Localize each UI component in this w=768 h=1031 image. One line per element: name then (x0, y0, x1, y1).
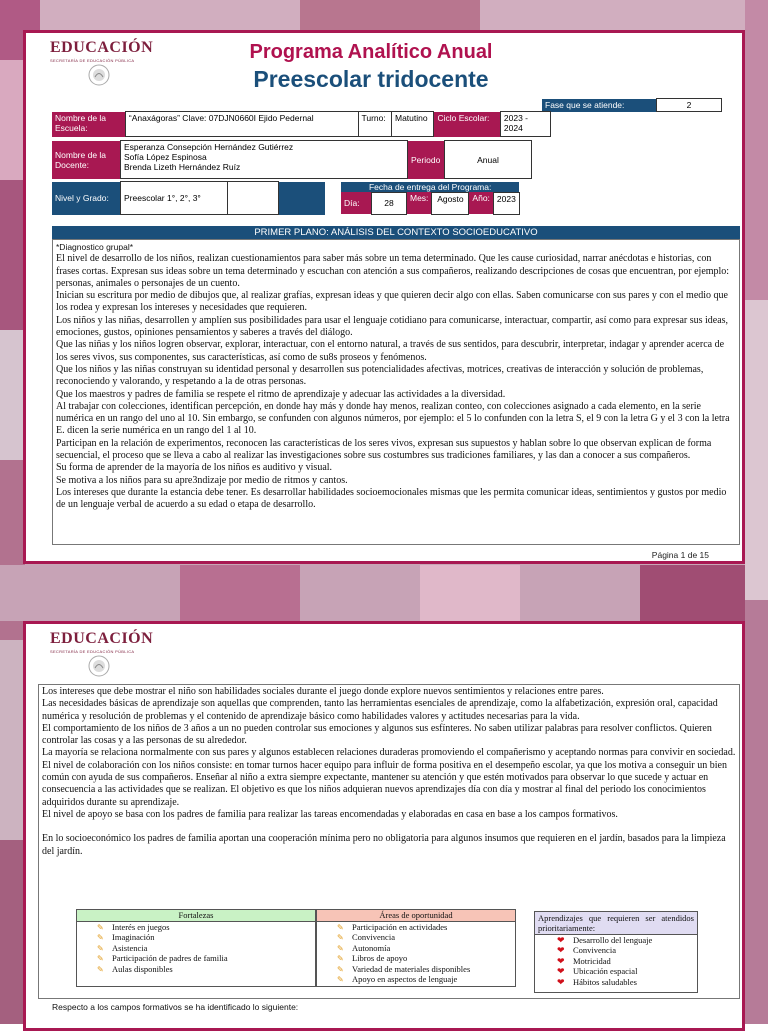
section-title-bar: PRIMER PLANO: ANÁLISIS DEL CONTEXTO SOCIOEDUCATIVO (52, 226, 740, 239)
school-empty-cell (551, 112, 740, 137)
paragraph: Inician su escritura por medio de dibujos que, al realizar grafías, expresan ideas y que quieren decir algo con ellas. Saben comunicarse con sus pares y con el medio que los rodea y expresan los intereses y necesidades que requieren. (56, 290, 728, 314)
logo-subtitle-2: SECRETARÍA DE EDUCACIÓN PÚBLICA (50, 649, 135, 654)
paragraph: Se motiva a los niños para su apre3ndizaje por medio de ritmos y cantos. (56, 474, 348, 486)
turno-label: Turno: (358, 112, 392, 137)
school-info-table (52, 111, 740, 137)
aprendizajes-box (534, 911, 698, 993)
paragraph: El comportamiento de los niños de 3 años a un no pueden controlar sus emociones y algunos sus esfínteres. No saben utilizar palabras para resolver conflictos. Quieren controlar las cosas y a las personas de su alrededor. (42, 722, 712, 747)
pencil-icon: ✎ (337, 943, 344, 953)
paragraph: Que los maestros y padres de familia se respete el ritmo de aprendizaje y adecuar las actividades a la diversidad. (56, 388, 506, 400)
aprendizajes-title: Aprendizajes que requieren ser atendidos prioritariamente: (535, 912, 697, 935)
list-item (337, 964, 515, 974)
nivel-spacer (325, 182, 341, 215)
heart-icon: ❤ (557, 945, 565, 956)
paragraph: Que los niños y las niñas construyan su identidad personal y desarrollen sus potencialidades afectivas, motrices, creativas de interacción y solución de problemas, reconociendo y valorando, y respetando a la de otras personas. (56, 363, 704, 388)
paragraph: La mayoría se relaciona normalmente con sus pares y algunos establecen relaciones duraderas promoviendo el compañerismo y aceptando normas para convivir en sociedad. (42, 747, 736, 759)
fecha-cell (341, 182, 520, 215)
nivel-blue-cell (279, 182, 326, 215)
list-item-label: Participación de padres de familia (112, 953, 228, 964)
program-title: Programa Analítico Anual (249, 41, 493, 63)
list-item (557, 956, 697, 966)
document-page-2 (23, 621, 745, 1031)
document-page-1 (23, 30, 745, 564)
list-item (337, 953, 515, 963)
nivel-label: Nivel y Grado: (52, 182, 121, 215)
list-item-label: Asistencia (112, 942, 148, 953)
pencil-icon: ✎ (97, 923, 104, 932)
heart-icon: ❤ (557, 935, 565, 945)
pencil-icon: ✎ (97, 943, 104, 953)
paragraph: Al trabajar con colecciones, identifican percepción, en donde hay más y donde hay menos, realizan conteo, con colecciones asignado a cada elemento, en la serie numérica en un rango del uno al 10. Sin embargo, se confunden con algunos números, por ejemplo: el 5 lo confunden con la letra S, el 9 con la letra G y el 3 con la letra E. dicen la serie numérica en un rango del 1 al 10. (56, 400, 730, 437)
docente-label: Nombre de la Docente: (52, 141, 121, 179)
docente-table (52, 140, 532, 179)
oportunidad-box (316, 909, 516, 987)
diagnostico-textbox (52, 239, 740, 545)
seal-icon (88, 655, 110, 677)
program-subtitle: Preescolar tridocente (253, 66, 489, 92)
list-item-label: Participación en actividades (352, 922, 448, 932)
pencil-icon: ✎ (337, 923, 344, 932)
pencil-icon: ✎ (97, 933, 104, 943)
nivel-value: Preescolar 1°, 2°, 3° (121, 182, 228, 215)
paragraph: El nivel de apoyo se basa con los padres de familia para realizar las tareas encomendadas y elaboradas en casa en base a los campos formativos. (42, 808, 618, 820)
turno-value: Matutino (392, 112, 434, 137)
docente-2: Sofía López Espinosa (124, 152, 207, 162)
list-item (97, 964, 315, 974)
mes-label: Mes: (407, 192, 432, 214)
list-item (97, 922, 315, 932)
list-item (97, 953, 315, 963)
oportunidad-list (317, 922, 515, 984)
anio-value: 2023 (493, 192, 519, 214)
pencil-icon: ✎ (337, 954, 344, 964)
fase-label: Fase que se atiende: (542, 99, 657, 112)
list-item (557, 966, 697, 976)
paragraph: Participan en la relación de experimentos, reconocen las características de los seres vivos, expresan sus supuestos y hablan sobre lo que observan explican de forma secuencial, el proceso que se lleva a cabo al realizar las investigaciones sobre sus costumbres sus tradiciones familiares, y las dan a conocer a sus compañeros. (56, 437, 712, 462)
docente-names (121, 141, 408, 179)
list-item-label: Motricidad (573, 955, 611, 966)
docente-1: Esperanza Consepción Hernández Gutiérrez (124, 142, 294, 152)
fase-table (542, 98, 722, 112)
logo-subtitle: SECRETARÍA DE EDUCACIÓN PÚBLICA (50, 58, 135, 63)
fortalezas-title: Fortalezas (77, 910, 315, 922)
list-item-label: Variedad de materiales disponibles (352, 963, 471, 974)
mes-value: Agosto (432, 192, 469, 214)
paragraph: Las necesidades básicas de aprendizaje son aquellas que comprenden, tanto las herramientas esenciales de aprendizaje, como la alfabetización, expresión oral, capacidad numérica y resolución de problemas y el contenido de aprendizaje básico como habilidades valores y actitudes necesarias para la vida. (42, 698, 718, 722)
list-item-label: Interés en juegos (112, 922, 170, 932)
oportunidad-title: Áreas de oportunidad (317, 910, 515, 922)
list-item-label: Aulas disponibles (112, 963, 173, 974)
fortalezas-box (76, 909, 316, 987)
seal-icon (88, 64, 110, 86)
list-item-label: Libros de apoyo (352, 953, 408, 964)
ciclo-label: Ciclo Escolar: (434, 112, 500, 137)
fase-value: 2 (657, 99, 722, 112)
list-item-label: Convivencia (352, 932, 395, 943)
heart-icon: ❤ (557, 976, 565, 987)
list-item-label: Apoyo en aspectos de lenguaje (352, 973, 458, 984)
list-item-label: Imaginación (112, 932, 155, 943)
heart-icon: ❤ (557, 955, 565, 966)
diagnostico-paragraphs (56, 253, 736, 511)
pencil-icon: ✎ (337, 933, 344, 943)
list-item (97, 932, 315, 942)
paragraph: Los niños y las niñas, desarrollen y amplíen sus posibilidades para usar el lenguaje cotidiano para comunicarse, interactuar, compartir, así como para expresar sus ideas, emociones, gustos, opiniones pensamientos y saberes a través del diálogo. (56, 314, 729, 339)
anio-label: Año: (469, 192, 494, 214)
list-item-label: Desarrollo del lenguaje (573, 935, 653, 945)
heart-icon: ❤ (557, 966, 565, 977)
logo-educacion-2: EDUCACIÓN (50, 630, 154, 647)
nivel-empty-cell (228, 182, 279, 215)
pencil-icon: ✎ (97, 954, 104, 964)
periodo-label: Periodo (408, 141, 445, 179)
list-item (557, 945, 697, 955)
pencil-icon: ✎ (337, 974, 344, 984)
dia-value: 28 (372, 192, 407, 214)
list-item-label: Convivencia (573, 945, 616, 956)
paragraph: En lo socioeconómico los padres de familia aportan una cooperación mínima pero no obligatoria para algunos insumos que requieren en el jardín, basados para la limpieza del jardín. (42, 833, 726, 857)
fecha-label: Fecha de entrega del Programa: (341, 182, 519, 193)
logo-educacion: EDUCACIÓN (50, 39, 154, 56)
periodo-value: Anual (445, 141, 532, 179)
list-item-label: Ubicación espacial (573, 966, 638, 977)
list-item (337, 932, 515, 942)
diagnostico-title: *Diagnostico grupal* (56, 242, 134, 252)
pencil-icon: ✎ (337, 964, 344, 974)
paragraph (42, 821, 736, 833)
list-item (97, 943, 315, 953)
docente-3: Brenda Lizeth Hernández Ruíz (124, 162, 241, 172)
list-item (337, 974, 515, 984)
fortalezas-list (77, 922, 315, 974)
nombre-escuela-value: “Anaxágoras” Clave: 07DJN0660I Ejido Pedernal (125, 112, 358, 137)
aprendizajes-list (535, 935, 697, 987)
nivel-table (52, 181, 520, 215)
list-item (557, 935, 697, 945)
paragraph: Que las niñas y los niños logren observar, explorar, interactuar, con el entorno natural, a través de sus sentidos, para descubrir, interpretar, indagar y aprender acerca de los seres vivos, sus componentes, sus características, así como de su8s proseos y fenómenos. (56, 339, 725, 363)
nombre-escuela-label: Nombre de la Escuela: (52, 112, 125, 137)
pencil-icon: ✎ (97, 964, 104, 974)
list-item-label: Autonomía (352, 942, 391, 953)
dia-label: Día: (341, 192, 372, 214)
paragraph: El nivel de desarrollo de los niños, realizan cuestionamientos para saber más sobre un tema determinado. Que les cause curiosidad, narrar anécdotas e historias, con frases cortas. Expresan sus ideas sobre un tema determinado y escuchan con atención a sus compañeros, realizando descripciones de cosas que encuentran, por ejemplo: personas, animales o personajes de un cuento. (56, 253, 730, 289)
paragraph: Los intereses que durante la estancia debe tener. Es desarrollar habilidades socioemocionales mismas que les permita comunicar ideas, sentimientos y gustos por medio de un lenguaje verbal de acuerdo a su edad o etapa de desarrollo. (56, 486, 727, 511)
list-item (557, 977, 697, 987)
paragraph: Los intereses que debe mostrar el niño son habilidades sociales durante el juego donde explore nuevos sentimientos y relaciones entre pares. (42, 686, 604, 697)
list-item (337, 922, 515, 932)
list-item (337, 943, 515, 953)
context-textbox (38, 684, 740, 1012)
paragraph: Su forma de aprender de la mayoría de los niños es auditivo y visual. (56, 462, 333, 474)
list-item-label: Hábitos saludables (573, 976, 637, 987)
page-number: Página 1 de 15 (651, 550, 709, 560)
paragraph: El nivel de colaboración con los niños consiste: en tomar turnos hacer equipo para influir de forma positiva en el desempeño escolar, ya que los motiva a conseguir un bien común con ayuda de sus compañeros. Enseñar al niño a extra siempre expectante, mantener su atención y que estén motivados para observar lo que sucede y actuar en consecuencia a las actividades que se realizan. El objetivo es que los niños adquieran nuevos aprendizajes día con día y mostrar al final del periodo los conocimientos adquiridos durante su aprendizaje. (42, 759, 727, 808)
context-paragraphs (42, 686, 736, 858)
ciclo-value: 2023 - 2024 (500, 112, 550, 137)
campos-text: Respecto a los campos formativos se ha identificado lo siguiente: (52, 1002, 299, 1012)
